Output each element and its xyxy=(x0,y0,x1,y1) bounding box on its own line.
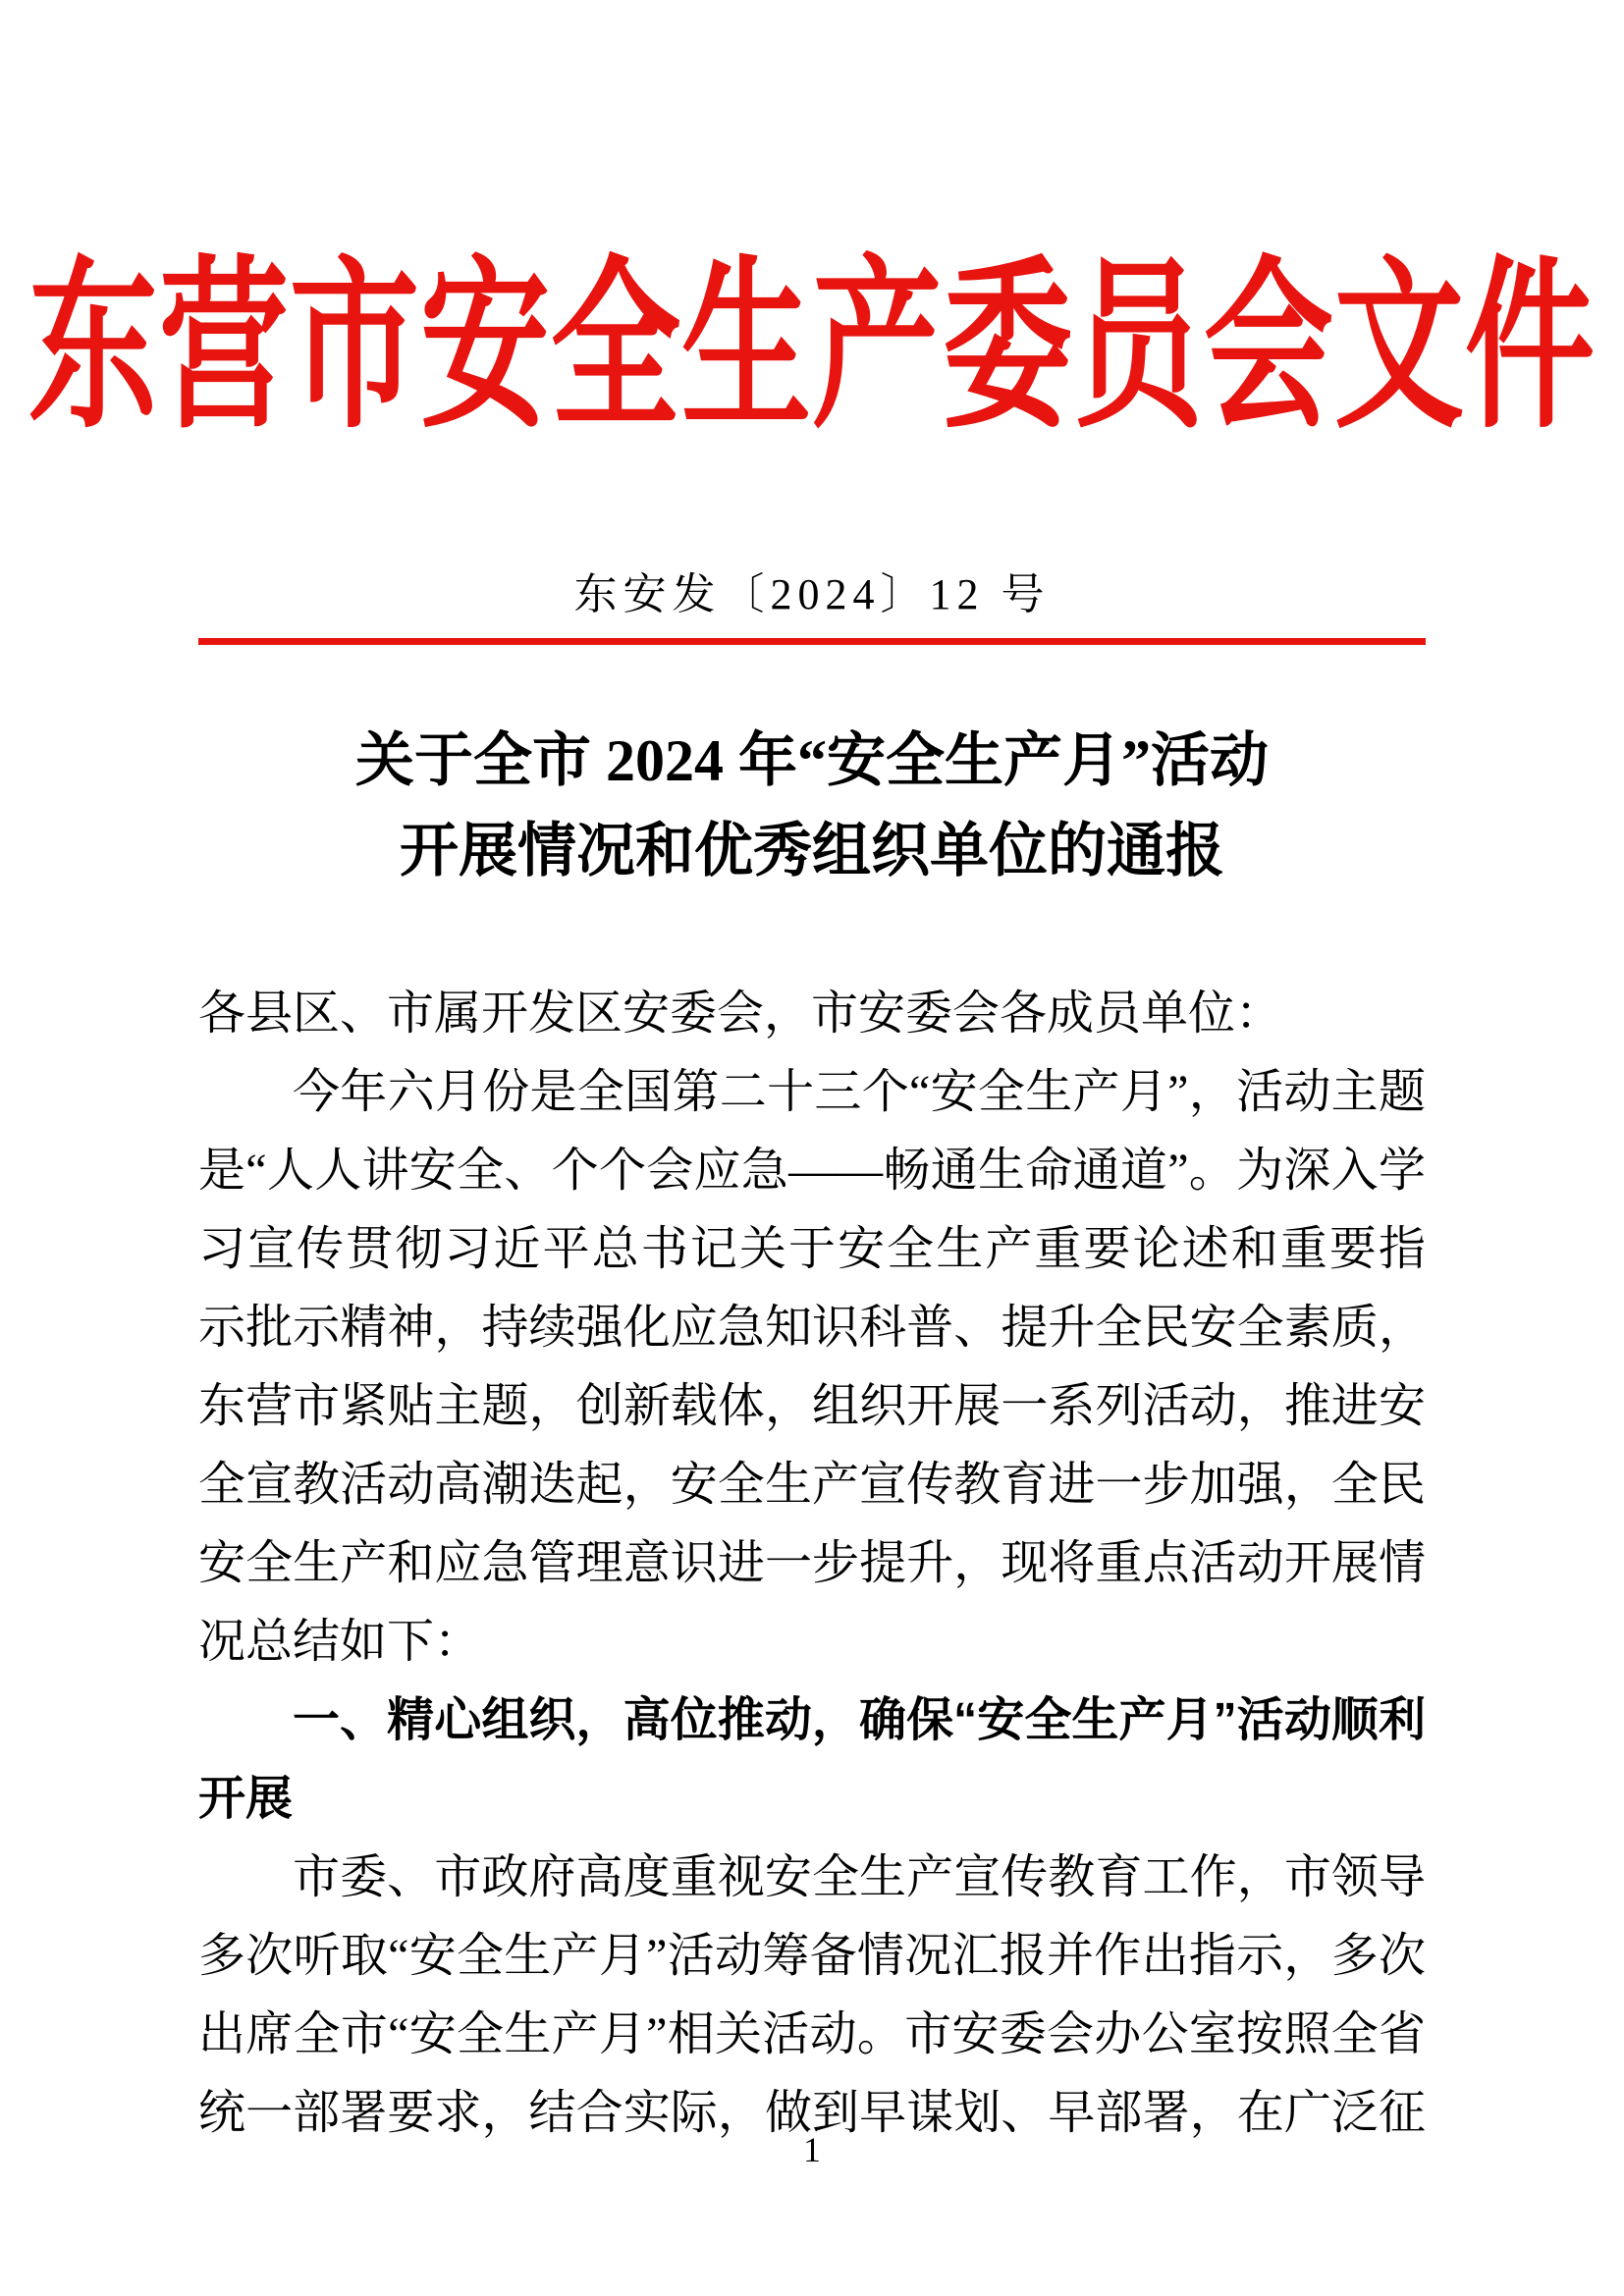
doc-number: 东安发〔2024〕12 号 xyxy=(573,570,1051,618)
body-line: 是“人人讲安全、个个会应急——畅通生命通道”。为深入学 xyxy=(198,1145,1426,1197)
document-content xyxy=(28,0,1596,2153)
body-line: 示批示精神，持续强化应急知识科普、提升全民安全素质， xyxy=(198,1302,1426,1354)
body-line: 开展 xyxy=(198,1773,294,1825)
org-title: 东营市安全生产委员会文件 xyxy=(28,244,1596,451)
red-masthead xyxy=(28,244,1596,451)
body-line: 况总结如下： xyxy=(198,1616,482,1668)
body-line: 东营市紧贴主题，创新载体，组织开展一系列活动，推进安 xyxy=(198,1380,1426,1432)
body-line: 各县区、市属开发区安委会，市安委会各成员单位： xyxy=(198,988,1283,1040)
doc-title-line2: 开展情况和优秀组织单位的通报 xyxy=(400,819,1224,883)
body-line: 一、精心组织，高位推动，确保“安全生产月”活动顺利 xyxy=(293,1694,1426,1746)
body-line: 今年六月份是全国第二十三个“安全生产月”，活动主题 xyxy=(293,1066,1426,1118)
doc-title xyxy=(198,716,1426,896)
body-line: 全宣教活动高潮迭起，安全生产宣传教育进一步加强，全民 xyxy=(198,1459,1426,1511)
red-divider-rule xyxy=(198,638,1426,645)
body-line: 习宣传贯彻习近平总书记关于安全生产重要论述和重要指 xyxy=(198,1223,1426,1275)
page-number: 1 xyxy=(803,2130,821,2169)
body-line: 多次听取“安全生产月”活动筹备情况汇报并作出指示，多次 xyxy=(198,1930,1426,1982)
body-line: 出席全市“安全生产月”相关活动。市安委会办公室按照全省 xyxy=(198,2008,1426,2060)
doc-title-line1: 关于全市 2024 年“安全生产月”活动 xyxy=(355,728,1269,793)
body-line: 统一部署要求，结合实际，做到早谋划、早部署，在广泛征 xyxy=(198,2087,1426,2139)
body-line: 安全生产和应急管理意识进一步提升，现将重点活动开展情 xyxy=(198,1537,1426,1589)
body-line: 市委、市政府高度重视安全生产宣传教育工作，市领导 xyxy=(293,1851,1426,1903)
body-lines xyxy=(198,975,1426,2153)
